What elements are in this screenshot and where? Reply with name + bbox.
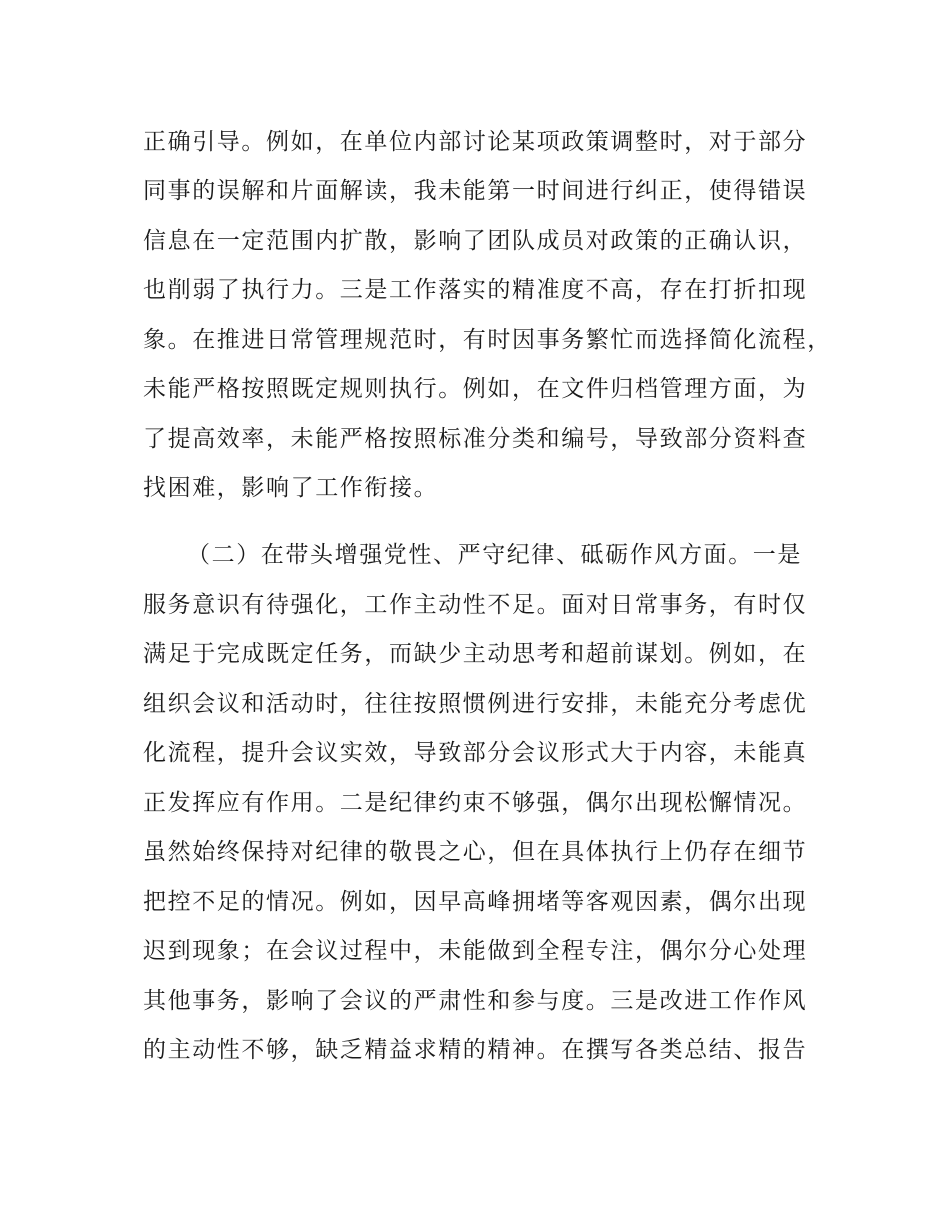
- paragraph-line: 组织会议和活动时，往往按照惯例进行安排，未能充分考虑优: [143, 691, 808, 717]
- paragraph-line: 正发挥应有作用。二是纪律约束不够强，偶尔出现松懈情况。: [143, 790, 808, 816]
- paragraph-line: 满足于完成既定任务，而缺少主动思考和超前谋划。例如，在: [143, 641, 808, 667]
- paragraph-line: 化流程，提升会议实效，导致部分会议形式大于内容，未能真: [143, 740, 808, 766]
- paragraph-line: 了提高效率，未能严格按照标准分类和编号，导致部分资料查: [143, 426, 808, 452]
- paragraph-line: 迟到现象；在会议过程中，未能做到全程专注，偶尔分心处理: [143, 938, 808, 964]
- paragraph-line: 象。在推进日常管理规范时，有时因事务繁忙而选择简化流程，: [143, 327, 832, 353]
- paragraph-line: 未能严格按照既定规则执行。例如，在文件归档管理方面，为: [143, 376, 808, 402]
- paragraph-line: 把控不足的情况。例如，因早高峰拥堵等客观因素，偶尔出现: [143, 889, 808, 915]
- paragraph-line: 同事的误解和片面解读，我未能第一时间进行纠正，使得错误: [143, 178, 808, 204]
- paragraph-line: 正确引导。例如，在单位内部讨论某项政策调整时，对于部分: [143, 129, 808, 155]
- paragraph-line: 的主动性不够，缺乏精益求精的精神。在撰写各类总结、报告: [143, 1037, 808, 1063]
- paragraph-line: 信息在一定范围内扩散，影响了团队成员对政策的正确认识，: [143, 228, 808, 254]
- paragraph-line: 也削弱了执行力。三是工作落实的精准度不高，存在打折扣现: [143, 277, 808, 303]
- paragraph-line: 虽然始终保持对纪律的敬畏之心，但在具体执行上仍存在细节: [143, 839, 808, 865]
- section-heading-line: （二）在带头增强党性、严守纪律、砥砺作风方面。一是: [187, 542, 802, 568]
- paragraph-line: 其他事务，影响了会议的严肃性和参与度。三是改进工作作风: [143, 988, 808, 1014]
- paragraph-line: 找困难，影响了工作衔接。: [143, 475, 439, 501]
- paragraph-line: 服务意识有待强化，工作主动性不足。面对日常事务，有时仅: [143, 592, 808, 618]
